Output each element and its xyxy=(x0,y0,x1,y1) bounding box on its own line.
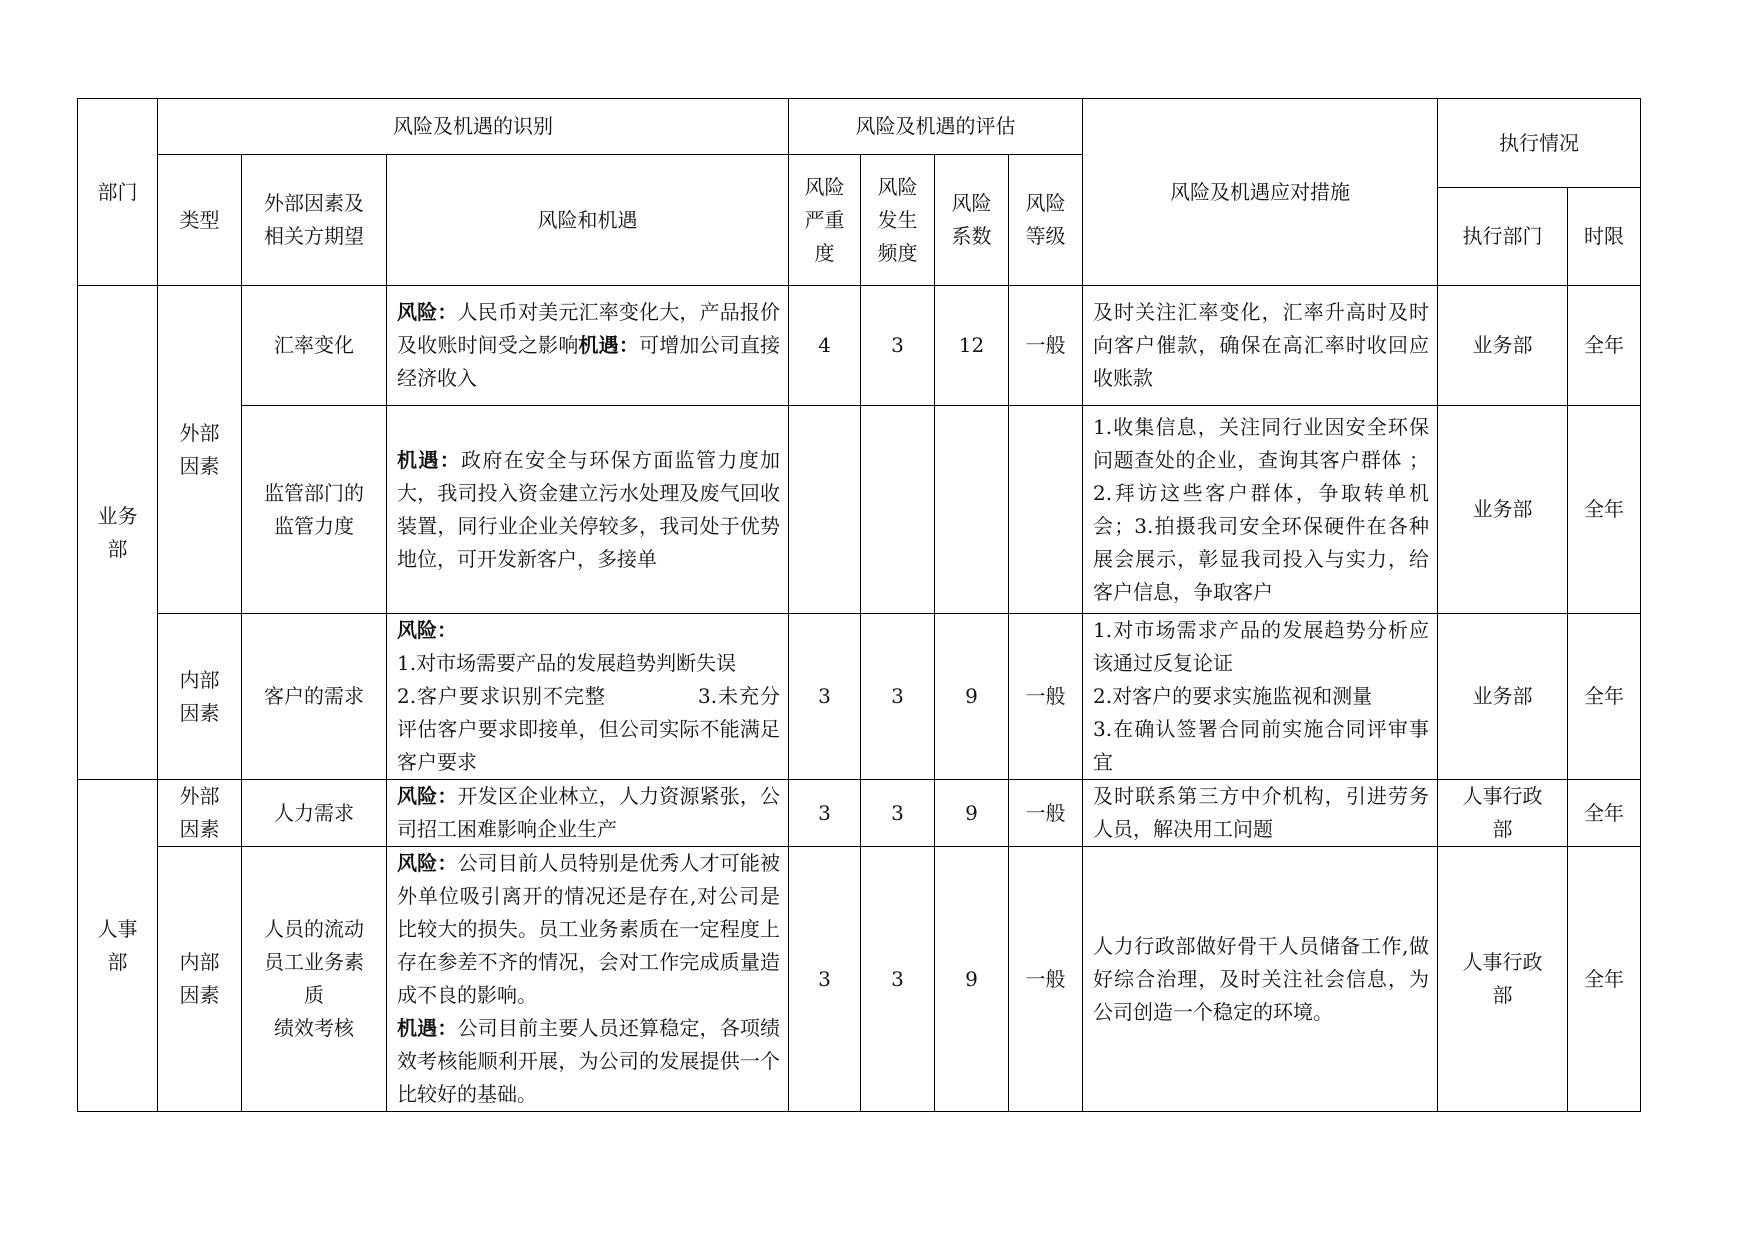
exec-dept-line: 人事行政 xyxy=(1462,950,1543,974)
opportunity-text: 公司目前主要人员还算稳定，各项绩效考核能顺利开展，为公司的发展提供一个比较好的基础。 xyxy=(397,1016,781,1106)
measures-cell xyxy=(1083,780,1438,847)
type-line2: 因素 xyxy=(179,700,220,725)
type-line2: 因素 xyxy=(179,453,220,478)
risk-text: 开发区企业林立，人力资源紧张，公司招工困难影响企业生产 xyxy=(397,784,781,841)
risk-label: 风险： xyxy=(397,784,458,808)
factor-line: 监管部门的 xyxy=(264,480,364,505)
opportunity-label: 机遇： xyxy=(578,333,640,357)
risk-line: 1.对市场需要产品的发展趋势判断失误 xyxy=(397,651,737,675)
risk-text: 人民币对美元汇率变化大，产品报价及收账时间受之影响 xyxy=(397,300,781,357)
factor-line: 人员的流动 xyxy=(264,917,364,941)
severity-cell: 4 xyxy=(789,286,861,406)
type-line1: 内部 xyxy=(179,667,220,692)
risk-opportunity-cell xyxy=(387,614,789,780)
header-exec-dept: 执行部门 xyxy=(1438,188,1568,286)
factor-cell xyxy=(242,286,387,406)
header-coefficient-line2: 系数 xyxy=(951,224,992,248)
factor-cell xyxy=(242,780,387,847)
exec-dept-line: 业务部 xyxy=(1472,333,1533,357)
severity-cell: 3 xyxy=(789,847,861,1112)
header-severity-line3: 度 xyxy=(814,240,835,265)
type-cell xyxy=(158,847,242,1112)
measures-cell xyxy=(1083,847,1438,1112)
factor-line: 监管力度 xyxy=(274,513,354,538)
exec-dept-line: 部 xyxy=(1492,817,1513,841)
level-cell: 一般 xyxy=(1009,614,1083,780)
exec-dept-cell xyxy=(1438,406,1568,614)
factor-line: 质 xyxy=(304,983,324,1007)
opportunity-label: 机遇： xyxy=(397,447,462,472)
risk-text: 公司目前人员特别是优秀人才可能被外单位吸引离开的情况还是存在,对公司是比较大的损失。员工业务素质在一定程度上存在参差不齐的情况，会对工作完成质量造成不良的影响。 xyxy=(397,851,781,1007)
measures-cell xyxy=(1083,286,1438,406)
exec-dept-cell xyxy=(1438,286,1568,406)
table-row xyxy=(78,406,1641,614)
header-frequency-line1: 风险 xyxy=(877,174,918,199)
dept-line1: 人事 xyxy=(97,916,138,941)
risk-label: 风险： xyxy=(397,618,457,642)
risk-opportunity-cell xyxy=(387,286,789,406)
factor-cell xyxy=(242,847,387,1112)
header-external-line1: 外部因素及 xyxy=(264,191,364,215)
header-external-line2: 相关方期望 xyxy=(264,224,364,248)
exec-dept-line: 业务部 xyxy=(1472,497,1533,521)
header-evaluate: 风险及机遇的评估 xyxy=(789,99,1083,155)
factor-line: 人力需求 xyxy=(274,800,354,825)
factor-line: 汇率变化 xyxy=(274,333,354,357)
time-limit-cell: 全年 xyxy=(1568,286,1641,406)
header-frequency-line2: 发生 xyxy=(877,207,918,232)
measures-line: 2.对客户的要求实施监视和测量 xyxy=(1093,684,1373,708)
type-line1: 外部 xyxy=(179,420,220,445)
type-cell xyxy=(158,780,242,847)
dept-line2: 部 xyxy=(107,536,128,561)
frequency-cell: 3 xyxy=(861,614,935,780)
header-time-limit: 时限 xyxy=(1568,188,1641,286)
header-severity xyxy=(789,155,861,286)
frequency-cell: 3 xyxy=(861,847,935,1112)
coefficient-cell: 9 xyxy=(935,614,1009,780)
exec-dept-cell xyxy=(1438,614,1568,780)
risk-paragraph xyxy=(397,847,780,1012)
header-coefficient xyxy=(935,155,1009,286)
risk-opportunity-cell xyxy=(387,780,789,847)
time-limit-cell: 全年 xyxy=(1568,780,1641,847)
factor-line: 员工业务素 xyxy=(264,950,364,974)
dept-cell xyxy=(78,780,158,1112)
type-line2: 因素 xyxy=(179,817,220,841)
table-row xyxy=(78,614,1641,780)
coefficient-cell xyxy=(935,406,1009,614)
header-dept: 部门 xyxy=(78,99,158,286)
header-execution: 执行情况 xyxy=(1438,99,1641,188)
header-frequency xyxy=(861,155,935,286)
opportunity-text: 可增加公司直接经济收入 xyxy=(397,333,781,390)
header-severity-line2: 严重 xyxy=(804,207,845,232)
time-limit-cell: 全年 xyxy=(1568,406,1641,614)
dept-line1: 业务 xyxy=(97,503,138,528)
table-row xyxy=(78,286,1641,406)
header-identify: 风险及机遇的识别 xyxy=(158,99,789,155)
dept-line2: 部 xyxy=(107,949,128,974)
header-type: 类型 xyxy=(158,155,242,286)
exec-dept-cell xyxy=(1438,780,1568,847)
header-severity-line1: 风险 xyxy=(804,174,845,199)
header-measures: 风险及机遇应对措施 xyxy=(1083,99,1438,286)
header-level-line2: 等级 xyxy=(1025,224,1066,248)
measures-text: 1.收集信息，关注同行业因安全环保问题查处的企业，查询其客户群体 ； 2.拜访这些客户群体，争取转单机会；3.拍摄我司安全环保硬件在各种展会展示，彰显我司投入与实力，给客户信息，争取客户 xyxy=(1093,414,1430,604)
measures-text: 人力行政部做好骨干人员储备工作,做好综合治理，及时关注社会信息，为公司创造一个稳定的环境。 xyxy=(1093,933,1430,1024)
measures-text: 及时关注汇率变化，汇率升高时及时向客户催款，确保在高汇率时收回应收账款 xyxy=(1093,300,1430,390)
risk-line: 2.客户要求识别不完整 xyxy=(397,684,606,708)
risk-label: 风险： xyxy=(397,300,458,324)
severity-cell xyxy=(789,406,861,614)
type-cell xyxy=(158,614,242,780)
time-limit-cell: 全年 xyxy=(1568,847,1641,1112)
level-cell: 一般 xyxy=(1009,780,1083,847)
opportunity-label: 机遇： xyxy=(397,1016,458,1040)
type-line1: 外部 xyxy=(179,784,220,808)
factor-cell xyxy=(242,614,387,780)
exec-dept-line: 人事行政 xyxy=(1462,784,1543,808)
header-coefficient-line1: 风险 xyxy=(951,191,992,215)
header-frequency-line3: 频度 xyxy=(877,240,918,265)
factor-line: 客户的需求 xyxy=(264,684,364,708)
risk-label: 风险： xyxy=(397,851,458,875)
time-limit-cell: 全年 xyxy=(1568,614,1641,780)
header-level-line1: 风险 xyxy=(1025,191,1066,215)
header-risk-opportunity: 风险和机遇 xyxy=(387,155,789,286)
coefficient-cell: 9 xyxy=(935,780,1009,847)
measures-text: 及时联系第三方中介机构，引进劳务人员，解决用工问题 xyxy=(1093,784,1430,841)
frequency-cell: 3 xyxy=(861,286,935,406)
severity-cell: 3 xyxy=(789,780,861,847)
factor-cell xyxy=(242,406,387,614)
measures-cell xyxy=(1083,406,1438,614)
type-line1: 内部 xyxy=(179,950,220,974)
measures-cell xyxy=(1083,614,1438,780)
coefficient-cell: 9 xyxy=(935,847,1009,1112)
level-cell: 一般 xyxy=(1009,286,1083,406)
table-row xyxy=(78,847,1641,1112)
risk-opportunity-cell xyxy=(387,847,789,1112)
opportunity-paragraph xyxy=(397,1012,780,1111)
coefficient-cell: 12 xyxy=(935,286,1009,406)
type-cell xyxy=(158,286,242,614)
severity-cell: 3 xyxy=(789,614,861,780)
measures-line: 3.在确认签署合同前实施合同评审事宜 xyxy=(1093,717,1430,774)
risk-opportunity-table xyxy=(77,98,1641,1112)
type-line2: 因素 xyxy=(179,983,220,1007)
risk-line: 3.未充分评估客户要求即接单，但公司实际不能满足客户要求 xyxy=(397,684,781,774)
level-cell xyxy=(1009,406,1083,614)
level-cell: 一般 xyxy=(1009,847,1083,1112)
exec-dept-line: 业务部 xyxy=(1472,684,1533,708)
dept-cell xyxy=(78,286,158,780)
exec-dept-cell xyxy=(1438,847,1568,1112)
risk-opportunity-cell xyxy=(387,406,789,614)
table-row xyxy=(78,780,1641,847)
measures-line: 1.对市场需求产品的发展趋势分析应该通过反复论证 xyxy=(1093,618,1430,675)
header-external-factors xyxy=(242,155,387,286)
opportunity-text: 政府在安全与环保方面监管力度加大，我司投入资金建立污水处理及废气回收装置，同行业企业关停较多，我司处于优势地位，可开发新客户，多接单 xyxy=(397,447,781,571)
frequency-cell xyxy=(861,406,935,614)
factor-line: 绩效考核 xyxy=(274,1016,354,1040)
header-level xyxy=(1009,155,1083,286)
exec-dept-line: 部 xyxy=(1492,983,1513,1007)
frequency-cell: 3 xyxy=(861,780,935,847)
